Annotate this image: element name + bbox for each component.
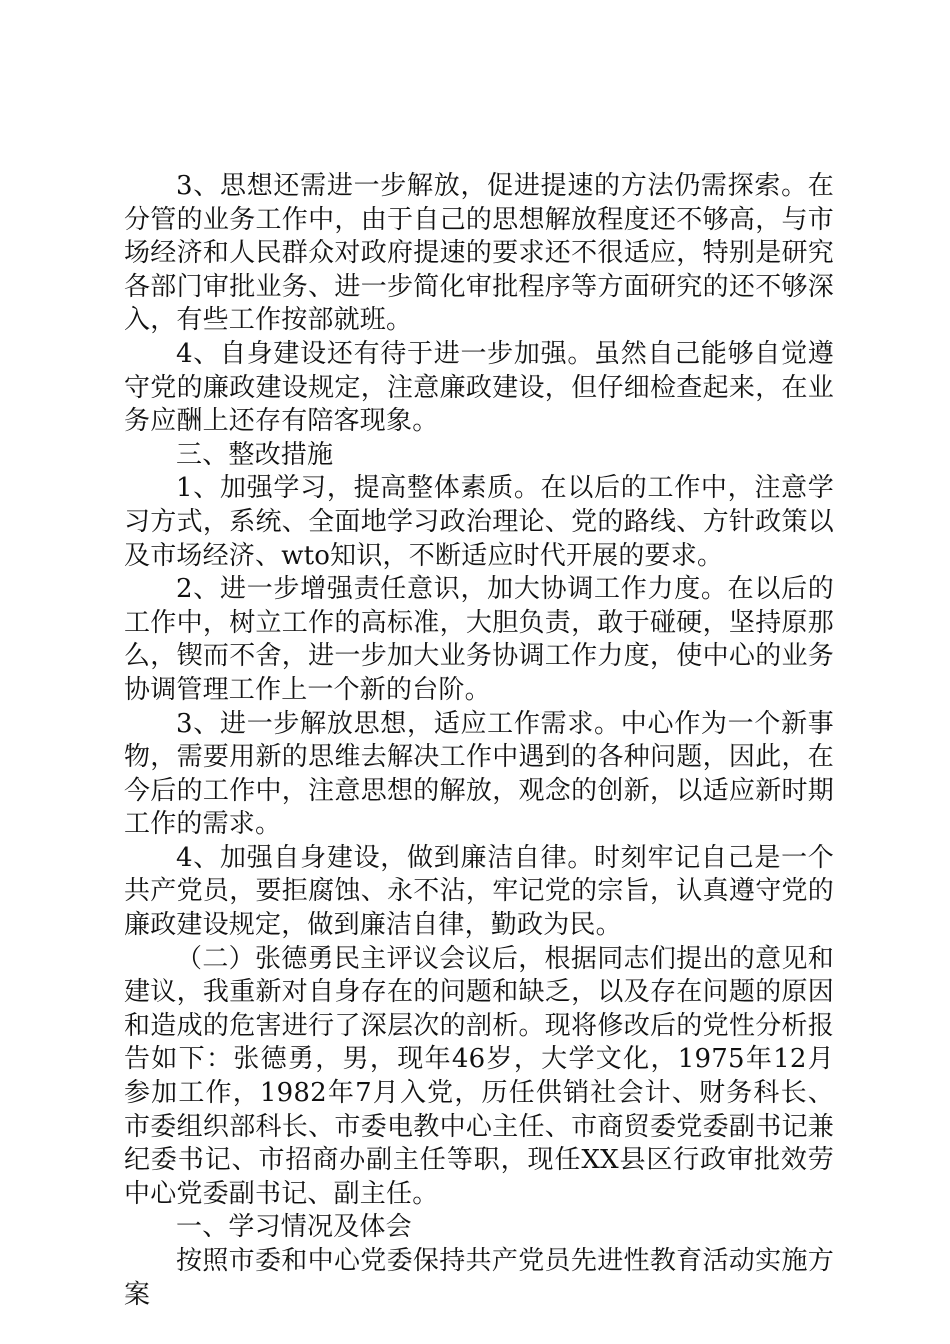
document-body: [124, 170, 834, 1312]
paragraph-study-start: 按照市委和中心党委保持共产党员先进性教育活动实施方案: [124, 1246, 834, 1310]
section-heading-rectification: 三、整改措施: [176, 439, 334, 470]
paragraph-measure-2: 2、进一步增强责任意识，加大协调工作力度。在以后的工作中，树立工作的高标准，大胆负责，敢于碰硬，坚持原那么，锲而不舍，进一步加大业务协调工作力度，使中心的业务协调管理工作上一个新的台阶。: [124, 574, 834, 705]
paragraph-measure-1: 1、加强学习，提高整体素质。在以后的工作中，注意学习方式，系统、全面地学习政治理论、党的路线、方针政策以及市场经济、wto知识，不断适应时代开展的要求。: [124, 473, 834, 571]
paragraph-measure-4: 4、加强自身建设，做到廉洁自律。时刻牢记自己是一个共产党员，要拒腐蚀、永不沾，牢记党的宗旨，认真遵守党的廉政建设规定，做到廉洁自律，勤政为民。: [124, 842, 834, 941]
section-heading-study: 一、学习情况及体会: [176, 1212, 412, 1243]
paragraph-report-intro: （二）张德勇民主评议会议后，根据同志们提出的意见和建议，我重新对自身存在的问题和缺乏，以及存在问题的原因和造成的危害进行了深层次的剖析。现将修改后的党性分析报告如下：张德勇，男，现年46岁，大学文化，1975年12月参加工作，1982年7月入党，历任供销社会计、财务科长、市委组织部科长、市委电教中心主任、市商贸委党委副书记兼纪委书记、市招商办副主任等职，现任XX县区行政审批效劳中心党委副书记、副主任。: [124, 943, 834, 1209]
paragraph-problem-4: 4、自身建设还有待于进一步加强。虽然自己能够自觉遵守党的廉政建设规定，注意廉政建设，但仔细检查起来，在业务应酬上还存有陪客现象。: [124, 338, 834, 437]
paragraph-problem-3: 3、思想还需进一步解放，促进提速的方法仍需探索。在分管的业务工作中，由于自己的思想解放程度还不够高，与市场经济和人民群众对政府提速的要求还不很适应，特别是研究各部门审批业务、进一步简化审批程序等方面研究的还不够深入，有些工作按部就班。: [124, 171, 834, 336]
paragraph-measure-3: 3、进一步解放思想，适应工作需求。中心作为一个新事物，需要用新的思维去解决工作中遇到的各种问题，因此，在今后的工作中，注意思想的解放，观念的创新，以适应新时期工作的需求。: [124, 708, 834, 840]
